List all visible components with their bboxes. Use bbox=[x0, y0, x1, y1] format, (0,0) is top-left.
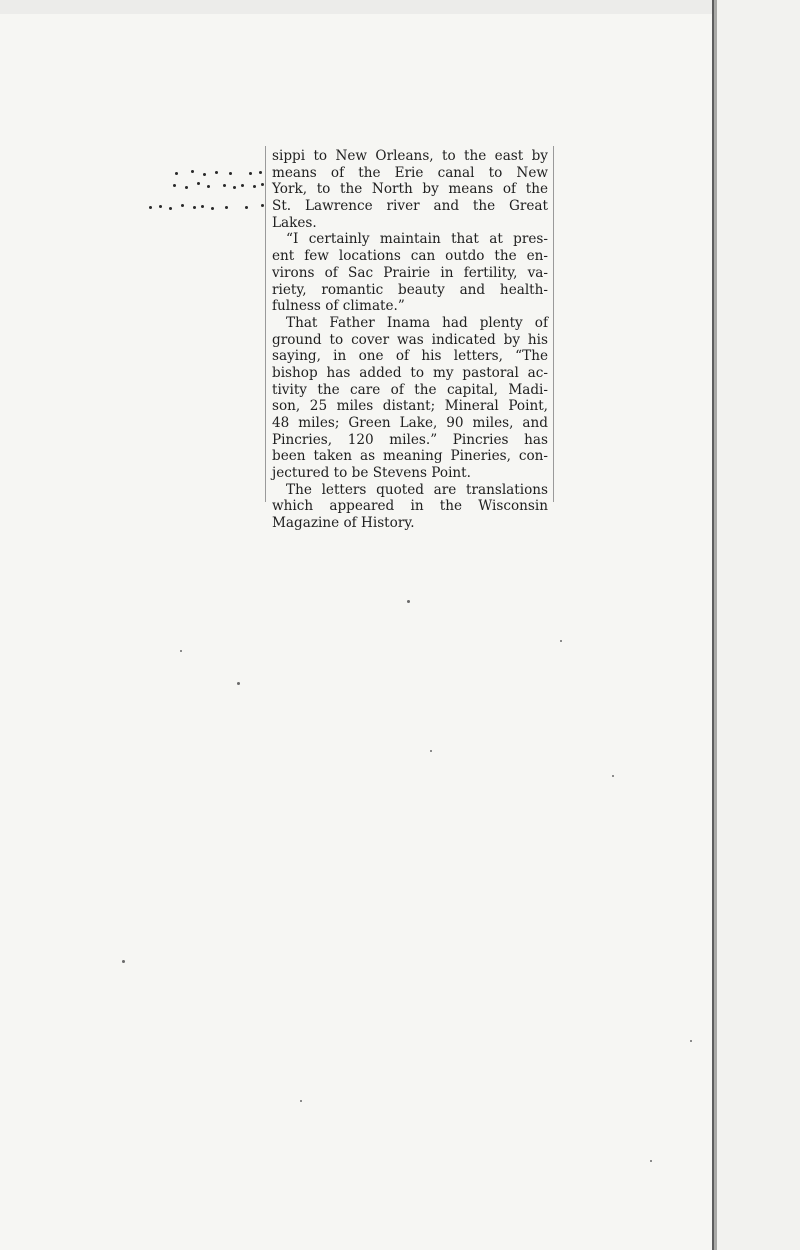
text-line: That Father Inama had plenty of bbox=[286, 314, 548, 331]
newspaper-clipping bbox=[265, 146, 554, 532]
text-line: means of the Erie canal to New bbox=[272, 164, 548, 181]
dot-mark bbox=[211, 207, 214, 210]
paper-speck bbox=[237, 682, 240, 685]
text-line: son, 25 miles distant; Mineral Point, bbox=[272, 398, 548, 415]
dot-mark bbox=[259, 171, 262, 174]
dot-mark bbox=[173, 184, 176, 187]
text-line: fulness of climate.” bbox=[272, 298, 405, 315]
dot-mark bbox=[175, 172, 178, 175]
text-line: bishop has added to my pastoral ac- bbox=[272, 364, 548, 381]
dot-mark bbox=[159, 205, 162, 208]
text-line: sippi to New Orleans, to the east by bbox=[272, 148, 548, 164]
dot-mark bbox=[193, 206, 196, 209]
text-line: The letters quoted are translations bbox=[286, 481, 548, 498]
dot-mark bbox=[149, 206, 152, 209]
text-line: been taken as meaning Pineries, con- bbox=[272, 448, 548, 465]
dot-mark bbox=[233, 186, 236, 189]
page-top-edge bbox=[0, 0, 800, 14]
text-line: tivity the care of the capital, Madi- bbox=[272, 381, 548, 398]
dot-mark bbox=[203, 173, 206, 176]
paper-speck bbox=[180, 650, 182, 652]
paper-speck bbox=[407, 600, 410, 603]
text-line: riety, romantic beauty and health- bbox=[272, 281, 548, 298]
paper-speck bbox=[650, 1160, 652, 1162]
dot-mark bbox=[261, 183, 264, 186]
text-line: Magazine of History. bbox=[272, 515, 415, 532]
text-line: saying, in one of his letters, “The bbox=[272, 348, 548, 365]
text-line: York, to the North by means of the bbox=[272, 181, 548, 198]
paper-speck bbox=[430, 750, 432, 752]
paper-speck bbox=[690, 1040, 692, 1042]
text-line: which appeared in the Wisconsin bbox=[272, 498, 548, 515]
dot-mark bbox=[249, 172, 252, 175]
dot-mark bbox=[207, 185, 210, 188]
dot-mark bbox=[215, 171, 218, 174]
dot-mark bbox=[261, 204, 264, 207]
dot-mark bbox=[169, 207, 172, 210]
text-line: 48 miles; Green Lake, 90 miles, and bbox=[272, 415, 548, 431]
binding-shadow bbox=[714, 0, 717, 1250]
dot-mark bbox=[229, 172, 232, 175]
text-line: ground to cover was indicated by his bbox=[272, 331, 548, 348]
text-line: St. Lawrence river and the Great bbox=[272, 198, 548, 215]
dot-mark bbox=[241, 184, 244, 187]
dot-markings bbox=[145, 164, 265, 214]
paper-speck bbox=[300, 1100, 302, 1102]
text-line: jectured to be Stevens Point. bbox=[272, 465, 471, 482]
dot-mark bbox=[225, 206, 228, 209]
paper-speck bbox=[612, 775, 614, 777]
dot-mark bbox=[223, 184, 226, 187]
page-binding-edge bbox=[712, 0, 800, 1250]
dot-mark bbox=[197, 182, 200, 185]
paper-speck bbox=[560, 640, 562, 642]
text-line: “I certainly maintain that at pres- bbox=[286, 231, 548, 248]
text-line: virons of Sac Prairie in fertility, va- bbox=[272, 264, 548, 281]
dot-mark bbox=[181, 204, 184, 207]
text-line: ent few locations can outdo the en- bbox=[272, 248, 548, 265]
dot-mark bbox=[245, 206, 248, 209]
paper-speck bbox=[122, 960, 125, 963]
dot-mark bbox=[185, 186, 188, 189]
dot-mark bbox=[191, 170, 194, 173]
dot-mark bbox=[201, 205, 204, 208]
text-line: Lakes. bbox=[272, 214, 317, 231]
dot-mark bbox=[253, 185, 256, 188]
article-column bbox=[272, 148, 548, 532]
text-line: Pincries, 120 miles.” Pincries has bbox=[272, 431, 548, 448]
